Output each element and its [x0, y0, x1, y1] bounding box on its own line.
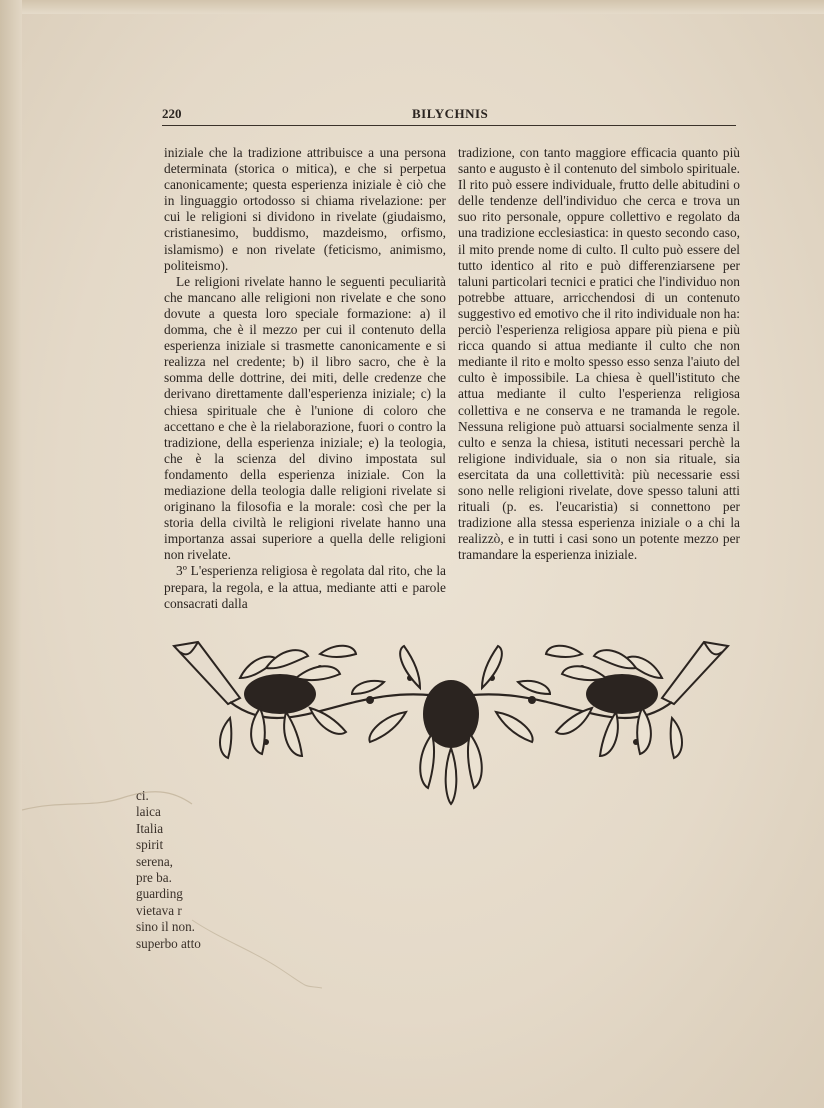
text-line: vietava r [136, 902, 182, 918]
text-line: Italia [136, 820, 164, 836]
text-line: pre ba. [136, 870, 172, 886]
text-line: guarding [136, 886, 183, 902]
text-column-left [164, 145, 446, 612]
text-line: spirit [136, 837, 164, 853]
bleed-through-text [136, 788, 266, 952]
page-number: 220 [162, 106, 182, 121]
text-line: serena, [136, 853, 173, 869]
page-edge-top [0, 0, 824, 14]
paragraph: tradizione, con tanto maggiore efficacia quanto più santo e augusto è il contenuto del simbolo spirituale. Il rito può essere individuale, frutto delle abitudini o delle tendenze dell'individuo che cerca e trova un suo rito personale, oppure collettivo e regolato da una tradizione ecclesiastica: in questo secondo caso, il mito prende nome di culto. Il culto può essere del tutto identico al rito e può differenziarsene per taluni particolari tecnici e pratici che l'individuo non potrebbe attuare, arricchendosi di un contenuto suggestivo ed emotivo che il rito individuale non ha: perciò l'esperienza religiosa appare più piena e più ricca quando si attua mediante il culto che non mediante il rito e molto spesso esso senza l'aiuto del culto è impossibile. La chiesa è quell'istituto che attua mediante il culto l'esperienza religiosa collettiva e ne conserva e ne tramanda le regole. Nessuna religione può attuarsi socialmente senza il culto e senza la chiesa, istituti necessari perchè la religione individuale, sia o non sia rituale, sia esercitata da una collettività: più necessarie essi sono nelle religioni rivelate, dove spesso taluni atti rituali (p. es. l'eucaristia) si connettono per tradizione alla stessa esperienza iniziale o a chi la realizzò, e in tutti i casi sono un potente mezzo per tramandare la esperienza iniziale. [458, 145, 740, 563]
paragraph: 3º L'esperienza religiosa è regolata dal rito, che la prepara, la regola, e la attua, mediante atti e parole consacrati dalla [164, 563, 446, 611]
header-rule [162, 125, 736, 126]
laurel-garland-ornament [170, 638, 732, 808]
running-title: BILYCHNIS [412, 106, 489, 121]
running-header [162, 106, 732, 124]
text-line: laica [136, 804, 161, 820]
page-edge-left [0, 0, 22, 1108]
text-line: superbo atto [136, 935, 201, 951]
paragraph: Le religioni rivelate hanno le seguenti peculiarità che mancano alle religioni non rivelate e che sono dovute a questa loro speciale formazione: a) il domma, che è il mezzo per cui il contenuto della esperienza iniziale si trasmette canonicamente e si realizza nel credente; b) il libro sacro, che è la somma delle dottrine, dei miti, delle credenze che derivano direttamente dall'esperienza iniziale; c) la chiesa spirituale che è l'unione di coloro che accettano e che è la rielaborazione, fuori o contro la tradizione, della esperienza iniziale; e) la teologia, che è la scienza del divino impostata sul fondamento della esperienza iniziale. Con la mediazione della teologia dalle religioni rivelate si originano la filosofia e la morale: così che per la storia della civiltà le religioni rivelate hanno una importanza assai superiore a quella delle religioni non rivelate. [164, 273, 446, 563]
text-line: sino il non. [136, 919, 195, 935]
text-column-right [458, 145, 740, 563]
paragraph: iniziale che la tradizione attribuisce a una persona determinata (storica o mitica), e che si perpetua canonicamente; questa esperienza iniziale è ciò che in linguaggio ortodosso si chiama rivelazione: per cui le religioni si dividono in rivelate (giudaismo, cristianesimo, buddismo, mazdeismo, orfismo, islamismo) e non rivelate (feticismo, animismo, politeismo). [164, 145, 446, 273]
text-line: ci. [136, 788, 149, 803]
